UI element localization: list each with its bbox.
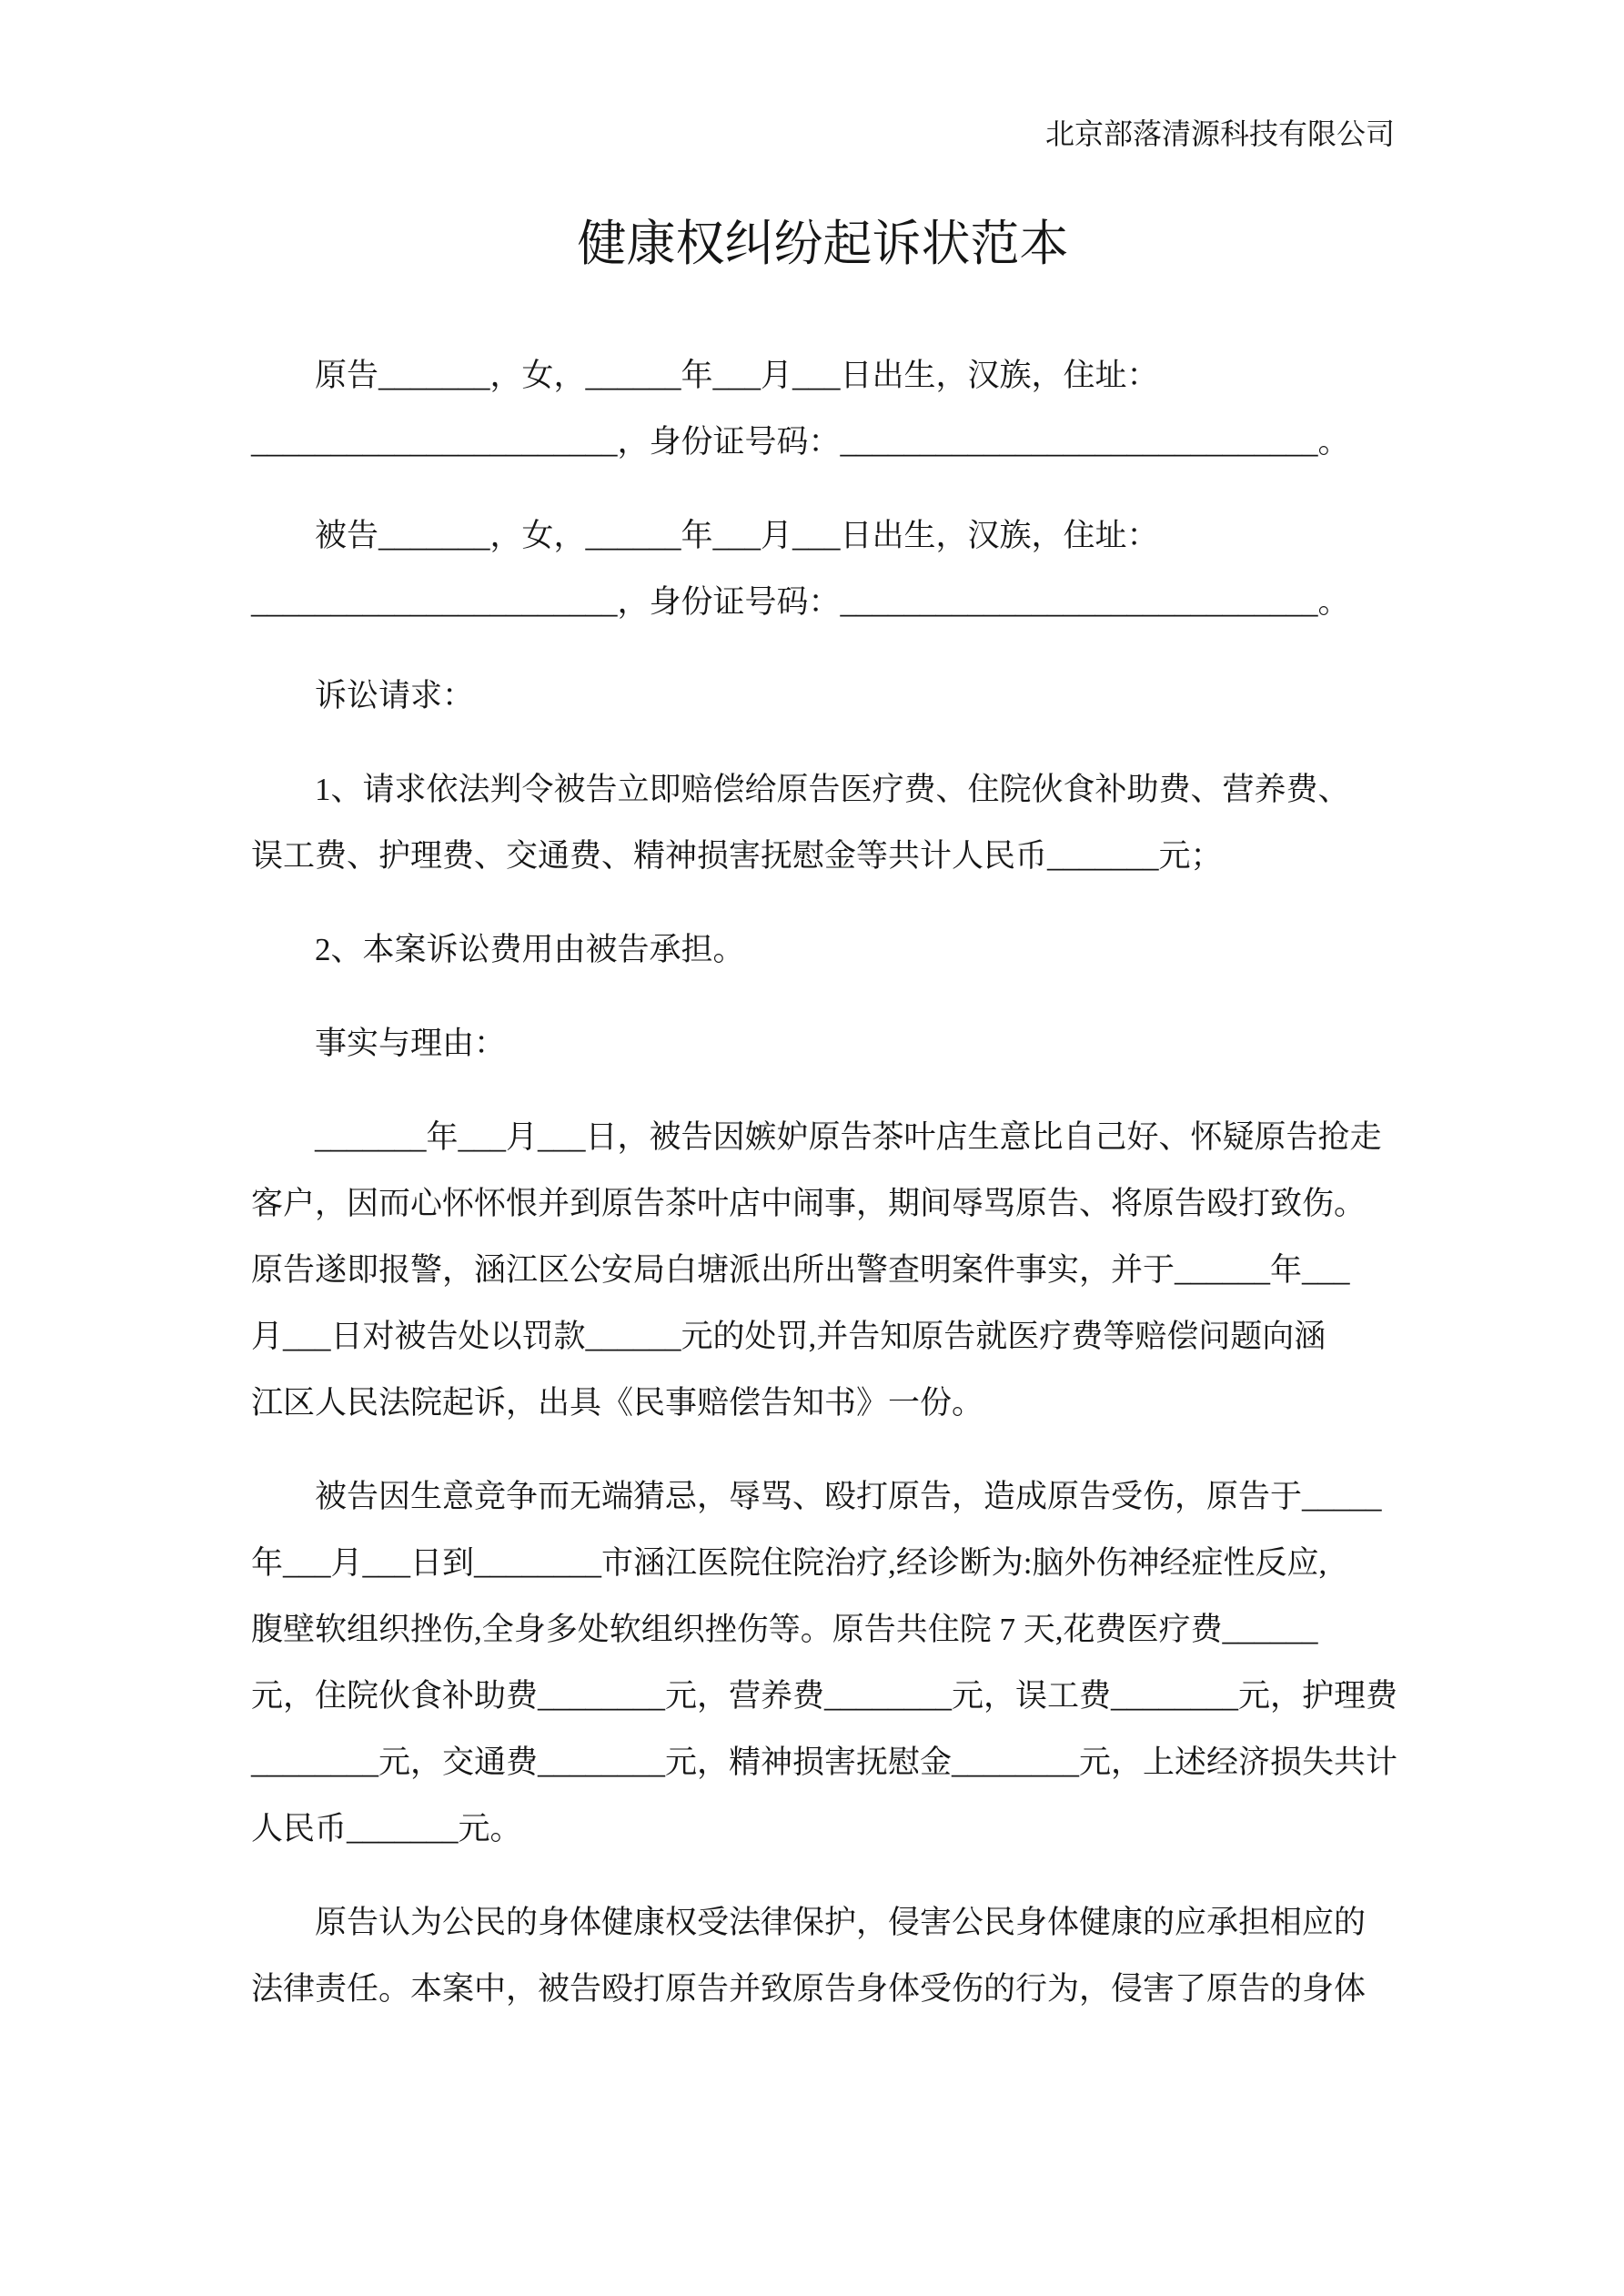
facts-1-line-5: 江区人民法院起诉，出具《民事赔偿告知书》一份。 xyxy=(251,1385,984,1421)
claim-1-line-2: 误工费、护理费、交通费、精神损害抚慰金等共计人民币_______元； xyxy=(251,838,1223,874)
paragraph-facts-1 xyxy=(251,1104,1395,1436)
defendant-info-line-2: _______________________，身份证号码：______________________________。 xyxy=(251,584,1350,620)
claim-1-line-1: 1、请求依法判令被告立即赔偿给原告医疗费、住院伙食补助费、营养费、 xyxy=(315,772,1350,807)
facts-1-line-4: 月___日对被告处以罚款______元的处罚,并告知原告就医疗费等赔偿问题向涵 xyxy=(251,1319,1326,1354)
plaintiff-info-line-2: _______________________，身份证号码：______________________________。 xyxy=(251,424,1350,460)
paragraph-facts-heading xyxy=(251,1010,1395,1077)
paragraph-defendant-info xyxy=(251,502,1395,635)
paragraph-plaintiff-info xyxy=(251,342,1395,475)
paragraph-claim-1 xyxy=(251,756,1395,889)
paragraph-claim-2 xyxy=(251,916,1395,983)
paragraph-legal-argument xyxy=(251,1889,1395,2022)
document-body xyxy=(251,342,1398,2022)
company-name: 北京部落清源科技有限公司 xyxy=(1044,117,1395,150)
plaintiff-info-line-1: 原告_______，女，______年___月___日出生，汉族，住址： xyxy=(315,358,1159,393)
claim-2-line: 2、本案诉讼费用由被告承担。 xyxy=(315,932,745,967)
document-title: 健康权纠纷起诉状范本 xyxy=(577,217,1069,271)
facts-1-line-1: _______年___月___日，被告因嫉妒原告茶叶店生意比自己好、怀疑原告抢走 xyxy=(315,1119,1382,1155)
facts-2-line-3: 腹壁软组织挫伤,全身多处软组织挫伤等。原告共住院 7 天,花费医疗费______ xyxy=(251,1612,1318,1647)
facts-2-line-2: 年___月___日到________市涵江医院住院治疗,经诊断为:脑外伤神经症性反应, xyxy=(251,1545,1327,1581)
facts-2-line-1: 被告因生意竞争而无端猜忌，辱骂、殴打原告，造成原告受伤，原告于_____ xyxy=(315,1479,1382,1514)
facts-1-line-3: 原告遂即报警，涵江区公安局白塘派出所出警查明案件事实，并于______年___ xyxy=(251,1252,1350,1288)
facts-2-line-6: 人民币_______元。 xyxy=(251,1811,522,1846)
defendant-info-line-1: 被告_______，女，______年___月___日出生，汉族，住址： xyxy=(315,518,1159,553)
paragraph-facts-2 xyxy=(251,1463,1398,1862)
legal-argument-line-1: 原告认为公民的身体健康权受法律保护，侵害公民身体健康的应承担相应的 xyxy=(315,1905,1367,1940)
facts-2-line-5: ________元，交通费________元，精神损害抚慰金________元，上述经济损失共计 xyxy=(251,1745,1398,1780)
legal-argument-line-2: 法律责任。本案中，被告殴打原告并致原告身体受伤的行为，侵害了原告的身体 xyxy=(251,1971,1367,2007)
facts-2-line-4: 元，住院伙食补助费________元，营养费________元，误工费________元，护理费 xyxy=(251,1678,1398,1714)
claims-heading-line: 诉讼请求： xyxy=(315,678,475,713)
paragraph-claims-heading xyxy=(251,663,1395,729)
facts-1-line-2: 客户，因而心怀怀恨并到原告茶叶店中闹事，期间辱骂原告、将原告殴打致伤。 xyxy=(251,1186,1367,1221)
facts-heading-line: 事实与理由： xyxy=(315,1026,507,1061)
